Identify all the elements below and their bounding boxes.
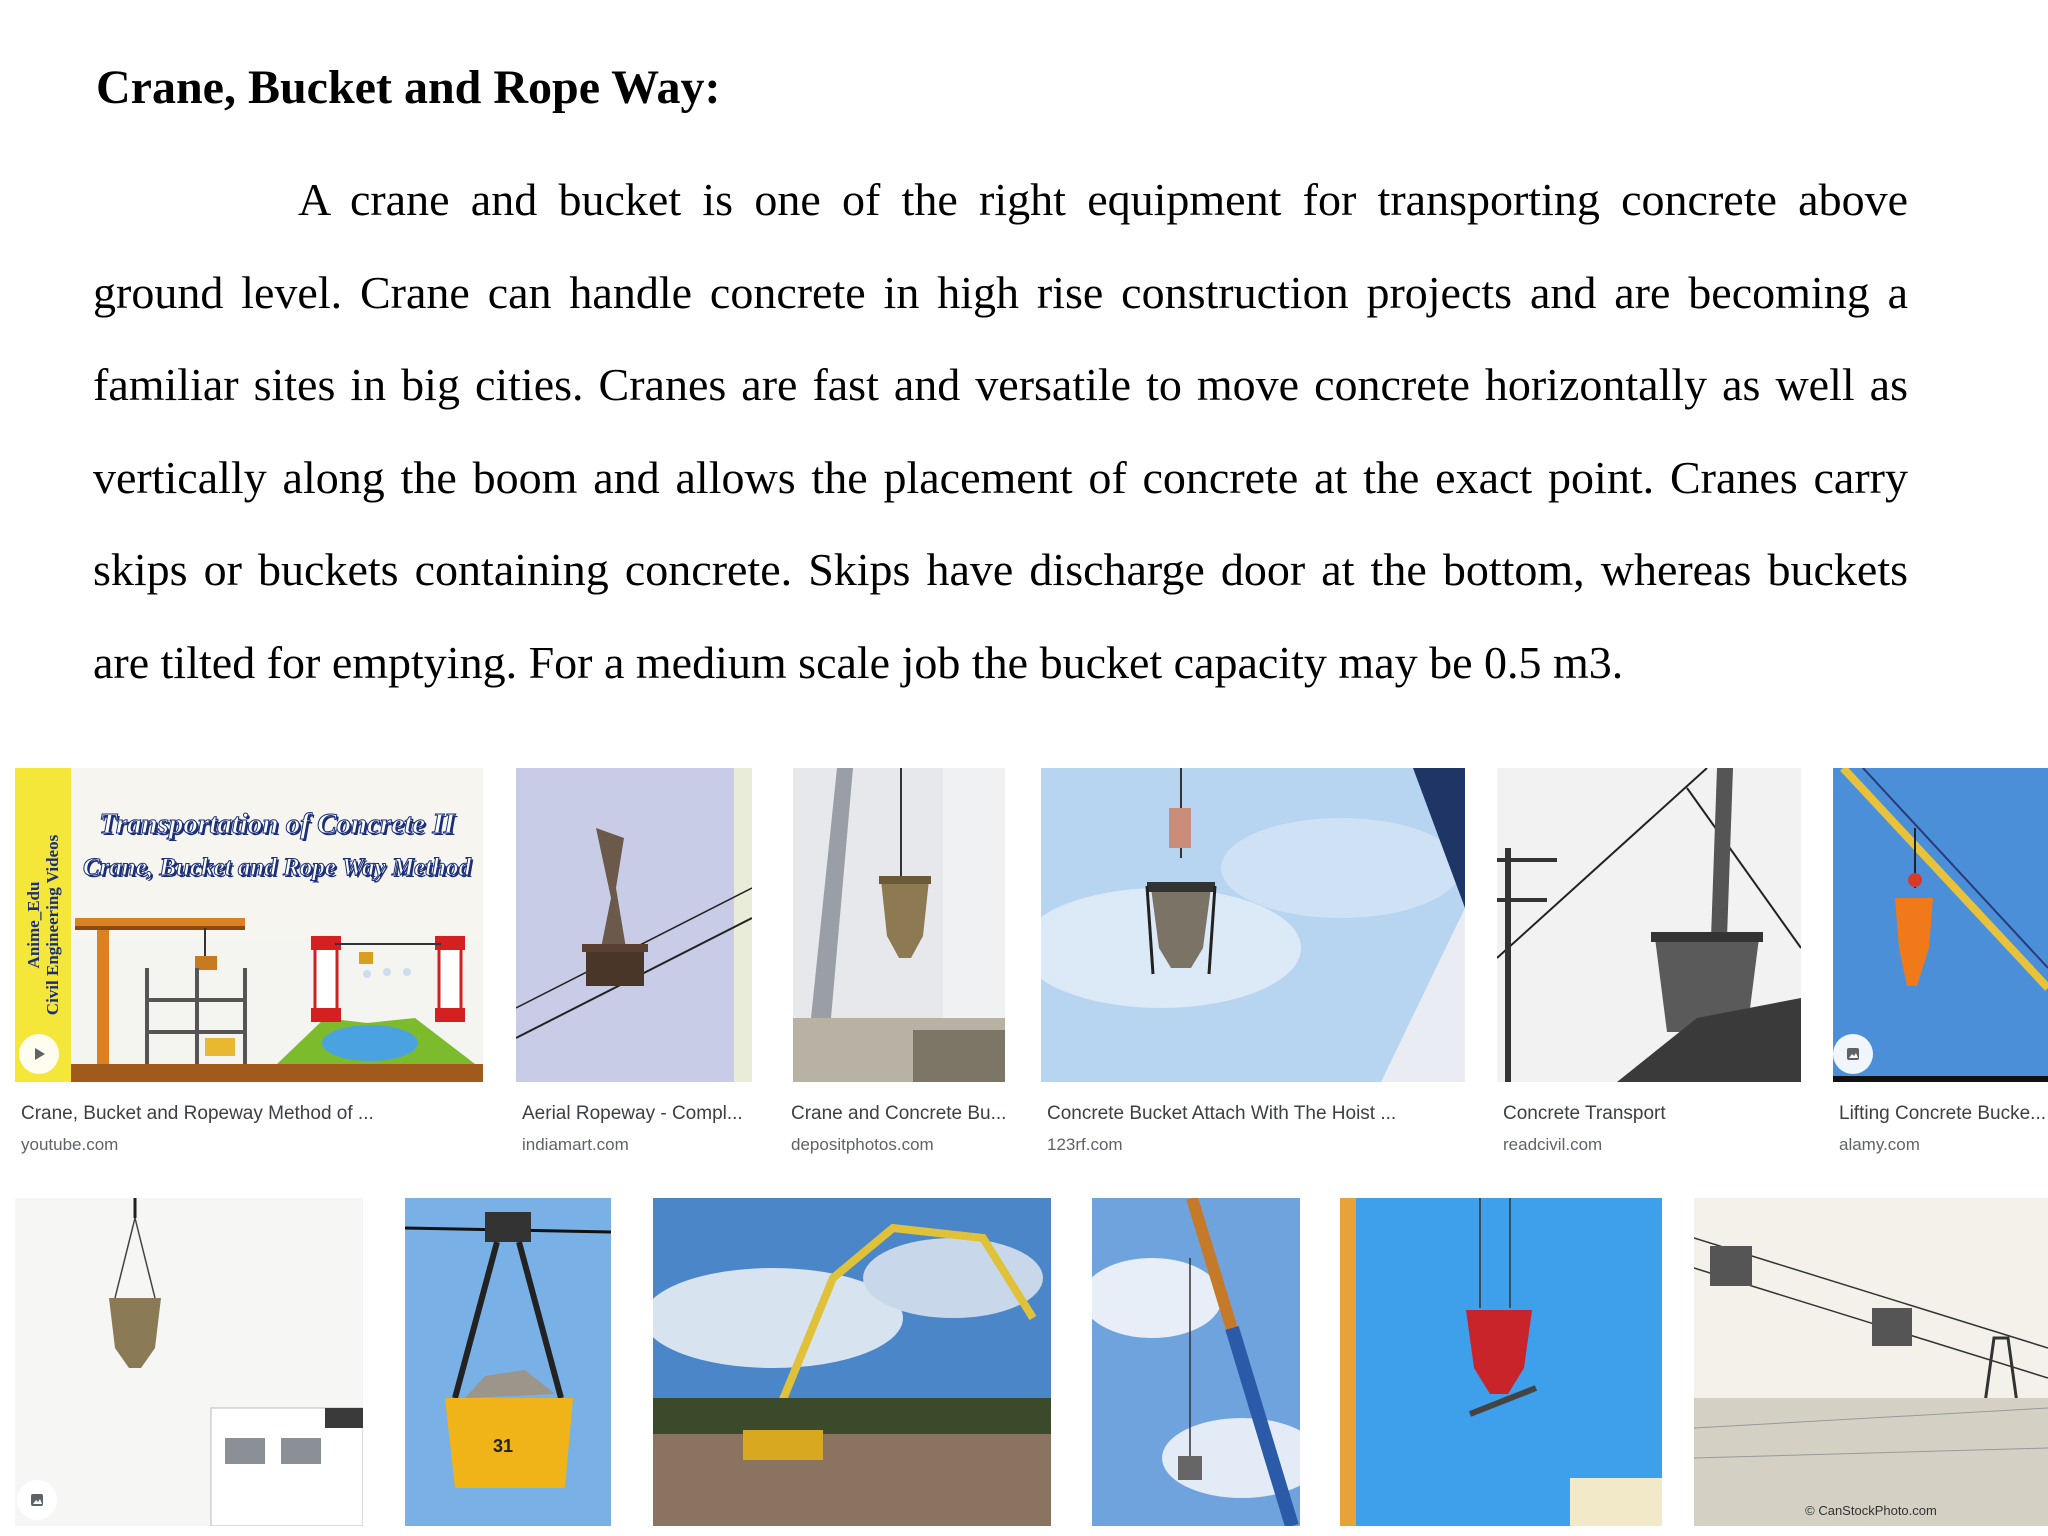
lifting-bucket-photo <box>1833 768 2048 1082</box>
result-source[interactable]: indiamart.com <box>522 1135 629 1154</box>
result-image-row2-5[interactable] <box>1340 1198 1662 1526</box>
hoist-bucket-photo <box>1041 768 1465 1082</box>
rope-way-engraving <box>1694 1198 2048 1526</box>
crane-bucket-building-photo <box>15 1198 363 1526</box>
channel-subtitle: Civil Engineering Videos <box>43 834 62 1016</box>
result-caption[interactable]: Crane and Concrete Bu... <box>791 1103 1007 1124</box>
result-image-readcivil[interactable] <box>1497 768 1801 1082</box>
result-caption[interactable]: Concrete Bucket Attach With The Hoist ... <box>1047 1103 1397 1124</box>
result-image-row2-6[interactable] <box>1694 1198 2048 1526</box>
image-icon[interactable] <box>1833 1034 1873 1074</box>
result-caption[interactable]: Lifting Concrete Bucke... <box>1839 1103 2046 1124</box>
concrete-pump-site-photo <box>653 1198 1051 1526</box>
result-source[interactable]: youtube.com <box>21 1135 119 1154</box>
yellow-skip-photo <box>405 1198 611 1526</box>
concrete-transport-photo <box>1497 768 1801 1082</box>
channel-name: Anime_Edu <box>24 881 43 969</box>
result-image-row2-1[interactable] <box>15 1198 363 1526</box>
ropeway-bucket-photo <box>516 768 752 1082</box>
image-icon[interactable] <box>17 1480 57 1520</box>
result-caption[interactable]: Concrete Transport <box>1503 1103 1666 1124</box>
result-source[interactable]: 123rf.com <box>1047 1135 1123 1154</box>
bucket-number: 31 <box>493 1436 514 1456</box>
result-source[interactable]: depositphotos.com <box>791 1135 934 1154</box>
stock-watermark: © CanStockPhoto.com <box>1805 1503 1937 1518</box>
crane-boom-bucket-photo <box>1092 1198 1300 1526</box>
result-image-123rf[interactable] <box>1041 768 1465 1082</box>
body-paragraph: A crane and bucket is one of the right equipment for transporting concrete above ground level. Crane can handle concrete in high rise construction projects and are becoming a familiar sites in big cities. Cranes are fast and versatile to move concrete horizontally as well as vertically along the boom and allows the placement of concrete at the exact point. Cranes carry skips or buckets containing concrete. Skips have discharge door at the bottom, whereas buckets are tilted for emptying. For a medium scale job the bucket capacity may be 0.5 m3. <box>93 174 1908 688</box>
heading: Crane, Bucket and Rope Way: <box>96 61 721 114</box>
result-caption[interactable]: Aerial Ropeway - Compl... <box>522 1103 743 1124</box>
result-image-depositphotos[interactable] <box>793 768 1005 1082</box>
result-image-alamy[interactable] <box>1833 768 2048 1082</box>
result-image-youtube[interactable] <box>15 768 483 1082</box>
result-image-row2-4[interactable] <box>1092 1198 1300 1526</box>
result-caption[interactable]: Crane, Bucket and Ropeway Method of ... <box>21 1103 374 1124</box>
crane-bucket-photo <box>793 768 1005 1082</box>
video-title-line-2: Crane, Bucket and Rope Way Method <box>83 854 471 881</box>
video-title-line-1: Transportation of Concrete II <box>99 808 455 840</box>
result-image-indiamart[interactable] <box>516 768 752 1082</box>
result-image-row2-2[interactable] <box>405 1198 611 1526</box>
red-bucket-photo <box>1340 1198 1662 1526</box>
play-icon[interactable] <box>19 1034 59 1074</box>
result-source[interactable]: readcivil.com <box>1503 1135 1603 1154</box>
result-source[interactable]: alamy.com <box>1839 1135 1920 1154</box>
result-image-row2-3[interactable] <box>653 1198 1051 1526</box>
